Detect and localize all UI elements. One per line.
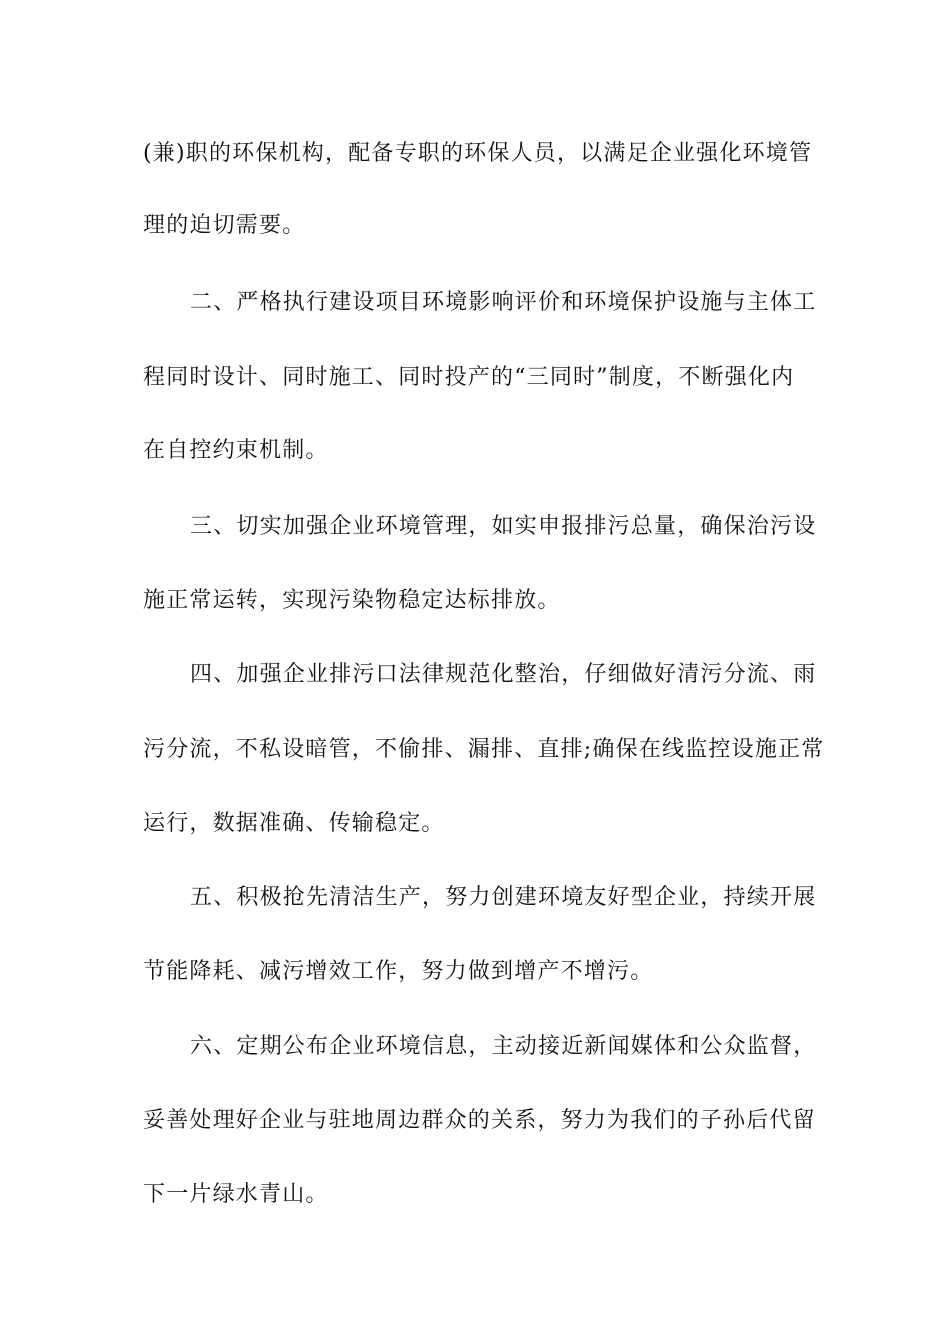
text-line: 污分流，不私设暗管，不偷排、漏排、直排;确保在线监控设施正常: [143, 737, 825, 762]
text-line: 理的迫切需要。: [143, 213, 306, 238]
text-line: (兼)职的环保机构，配备专职的环保人员，以满足企业强化环境管: [143, 141, 813, 166]
text-line: 妥善处理好企业与驻地周边群众的关系，努力为我们的子孙后代留: [143, 1108, 816, 1133]
text-line: 施正常运转，实现污染物稳定达标排放。: [143, 588, 561, 613]
paragraph-four-start: 四、加强企业排污口法律规范化整治，仔细做好清污分流、雨: [190, 662, 817, 687]
paragraph-five-start: 五、积极抢先清洁生产，努力创建环境友好型企业，持续开展: [190, 885, 817, 910]
text-line: 节能降耗、减污增效工作，努力做到增产不增污。: [143, 959, 654, 984]
paragraph-two-start: 二、严格执行建设项目环境影响评价和环境保护设施与主体工: [190, 290, 817, 315]
text-line: 下一片绿水青山。: [143, 1182, 329, 1207]
text-line: 在自控约束机制。: [143, 438, 329, 463]
paragraph-three-start: 三、切实加强企业环境管理，如实申报排污总量，确保治污设: [190, 514, 817, 539]
text-line: 运行，数据准确、传输稳定。: [143, 811, 445, 836]
paragraph-six-start: 六、定期公布企业环境信息，主动接近新闻媒体和公众监督，: [190, 1034, 817, 1059]
text-line: 程同时设计、同时施工、同时投产的“三同时”制度，不断强化内: [143, 365, 795, 390]
